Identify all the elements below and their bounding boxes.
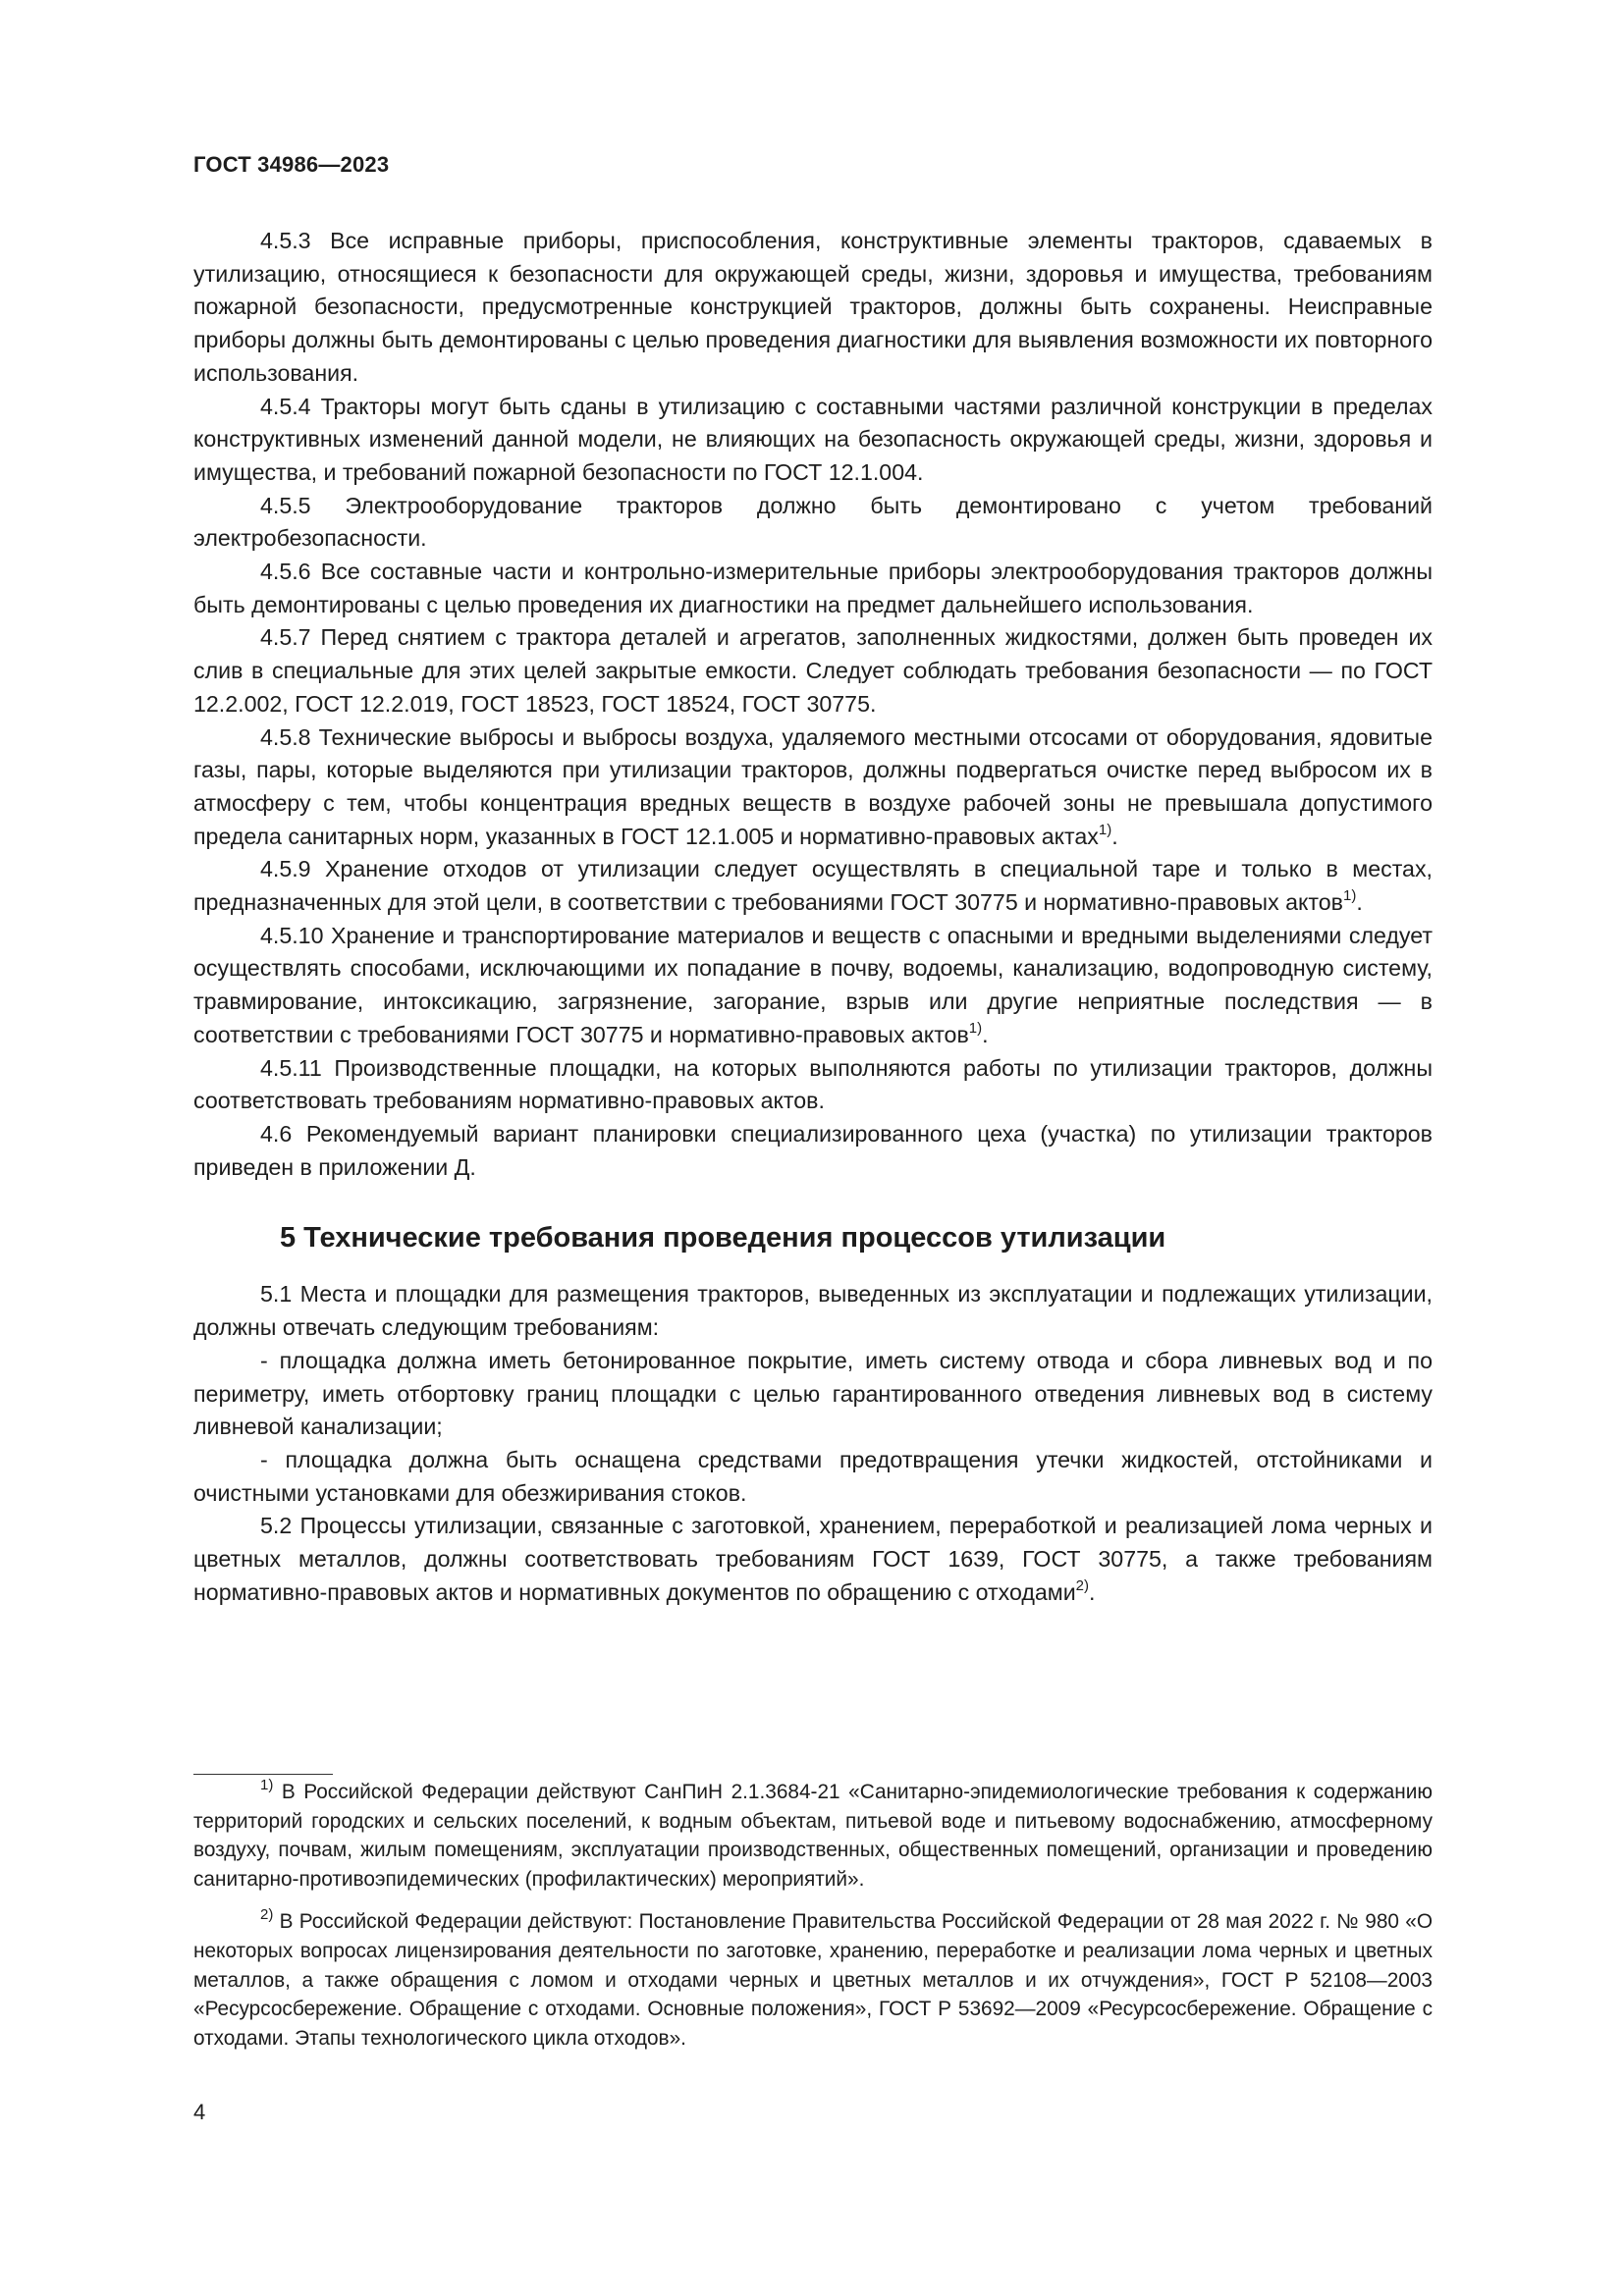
footnotes-block <box>193 1774 1433 2053</box>
clause-4-5-7 <box>193 621 1433 721</box>
list-item <box>193 1444 1433 1510</box>
footnote-text: В Российской Федерации действуют СанПиН 2.1.3684-21 «Санитарно-эпидемиологические требования к содержанию территорий городских и сельских поселений, к водным объектам, питьевой воде и питьевому водоснабжению, атмосферному воздуху, почвам, жилым помещениям, эксплуатации производственных, общественных помещений, организации и проведению санитарно-противоэпидемических (профилактических) мероприятий». <box>193 1781 1433 1891</box>
clause-text: 4.5.5 Электрооборудование тракторов должно быть демонтировано с учетом требований электробезопасности. <box>193 492 1433 552</box>
footnote-mark: 1) <box>260 1777 274 1794</box>
list-item <box>193 1345 1433 1444</box>
clause-text: 4.5.3 Все исправные приборы, приспособления, конструктивные элементы тракторов, сдаваемых в утилизацию, относящиеся к безопасности для окружающей среды, жизни, здоровья и имущества, требованиям пожарной безопасности, предусмотренные конструкцией тракторов, должны быть сохранены. Неисправные приборы должны быть демонтированы с целью проведения диагностики для выявления возможности их повторного использования. <box>193 228 1433 386</box>
footnote-1 <box>193 1778 1433 1894</box>
clause-tail: . <box>982 1021 989 1047</box>
list-item-text: - площадка должна иметь бетонированное покрытие, иметь систему отвода и сбора ливневых вод и по периметру, иметь отбортовку границ площадки с целью гарантированного отведения ливневых вод в систему ливневой канализации; <box>193 1347 1433 1440</box>
clause-text: 4.5.6 Все составные части и контрольно-измерительные приборы электрооборудования тракторов должны быть демонтированы с целью проведения их диагностики на предмет дальнейшего использования. <box>193 559 1433 617</box>
clause-4-5-4 <box>193 391 1433 490</box>
footnote-ref[interactable]: 1) <box>1098 821 1112 838</box>
list-item-text: - площадка должна быть оснащена средствами предотвращения утечки жидкостей, отстойниками и очистными установками для обезжиривания стоков. <box>193 1446 1433 1506</box>
clause-text: 4.5.11 Производственные площадки, на которых выполняются работы по утилизации тракторов, должны соответствовать требованиям нормативно-правовых актов. <box>193 1054 1433 1114</box>
clause-5-2 <box>193 1510 1433 1609</box>
footnote-ref[interactable]: 1) <box>968 1020 983 1038</box>
clause-tail: . <box>1356 889 1363 916</box>
page-number: 4 <box>193 2100 206 2124</box>
clause-text: 5.1 Места и площадки для размещения тракторов, выведенных из эксплуатации и подлежащих утилизации, должны отвечать следующим требованиям: <box>193 1281 1433 1341</box>
clause-4-5-8 <box>193 721 1433 854</box>
clause-4-5-6 <box>193 556 1433 621</box>
section-5-heading: 5 Технические требования проведения процессов утилизации <box>280 1222 1166 1255</box>
clause-5-1 <box>193 1278 1433 1344</box>
clause-text: 4.5.7 Перед снятием с трактора деталей и агрегатов, заполненных жидкостями, должен быть проведен их слив в специальные для этих целей закрытые емкости. Следует соблюдать требования безопасности — по ГОСТ 12.2.002, ГОСТ 12.2.019, ГОСТ 18523, ГОСТ 18524, ГОСТ 30775. <box>193 624 1433 717</box>
document-code-header: ГОСТ 34986—2023 <box>193 152 390 177</box>
clause-tail: . <box>1089 1578 1096 1605</box>
clause-text: 4.5.10 Хранение и транспортирование материалов и веществ с опасными и вредными выделениями следует осуществлять способами, исключающими их попадание в почву, водоемы, канализацию, водопроводную систему, травмирование, интоксикацию, загрязнение, загорание, взрыв или другие неприятные последствия — в соответствии с требованиями ГОСТ 30775 и нормативно-правовых актов <box>193 922 1433 1047</box>
clause-4-5-5 <box>193 490 1433 556</box>
clause-4-5-9 <box>193 853 1433 919</box>
clause-4-5-11 <box>193 1052 1433 1118</box>
clause-text: 4.6 Рекомендуемый вариант планировки специализированного цеха (участка) по утилизации тракторов приведен в приложении Д. <box>193 1120 1433 1180</box>
clause-tail: . <box>1111 823 1118 849</box>
footnote-ref[interactable]: 2) <box>1075 1576 1090 1594</box>
footnote-divider <box>193 1774 333 1775</box>
clause-4-6 <box>193 1118 1433 1184</box>
clause-text: 4.5.9 Хранение отходов от утилизации следует осуществлять в специальной таре и только в местах, предназначенных для этой цели, в соответствии с требованиями ГОСТ 30775 и нормативно-правовых актов <box>193 856 1433 916</box>
clause-text: 4.5.8 Технические выбросы и выбросы воздуха, удаляемого местными отсосами от оборудования, ядовитые газы, пары, которые выделяются при утилизации тракторов, должны подвергаться очистке перед выбросом их в атмосферу с тем, чтобы концентрация вредных веществ в воздухе рабочей зоны не превышала допустимого предела санитарных норм, указанных в ГОСТ 12.1.005 и нормативно-правовых актах <box>193 723 1433 849</box>
footnote-2 <box>193 1907 1433 2053</box>
clause-4-5-3 <box>193 225 1433 391</box>
clause-text: 4.5.4 Тракторы могут быть сданы в утилизацию с составными частями различной конструкции в пределах конструктивных изменений данной модели, не влияющих на безопасность окружающей среды, жизни, здоровья и имущества, и требований пожарной безопасности по ГОСТ 12.1.004. <box>193 393 1433 485</box>
clause-4-5-10 <box>193 920 1433 1052</box>
clause-text: 5.2 Процессы утилизации, связанные с заготовкой, хранением, переработкой и реализацией лома черных и цветных металлов, должны соответствовать требованиям ГОСТ 1639, ГОСТ 30775, а также требованиям нормативно-правовых актов и нормативных документов по обращению с отходами <box>193 1513 1433 1605</box>
footnote-text: В Российской Федерации действуют: Постановление Правительства Российской Федерации от 28 мая 2022 г. № 980 «О некоторых вопросах лицензирования деятельности по заготовке, хранению, переработке и реализации лома черных и цветных металлов, а также обращения с ломом и отходами черных и цветных металлов и их отчуждения», ГОСТ Р 52108—2003 «Ресурсосбережение. Обращение с отходами. Основные положения», ГОСТ Р 53692—2009 «Ресурсосбережение. Обращение с отходами. Этапы технологического цикла отходов». <box>193 1910 1433 2050</box>
footnote-mark: 2) <box>260 1906 274 1924</box>
footnote-ref[interactable]: 1) <box>1343 887 1357 905</box>
main-content <box>193 225 1433 1609</box>
